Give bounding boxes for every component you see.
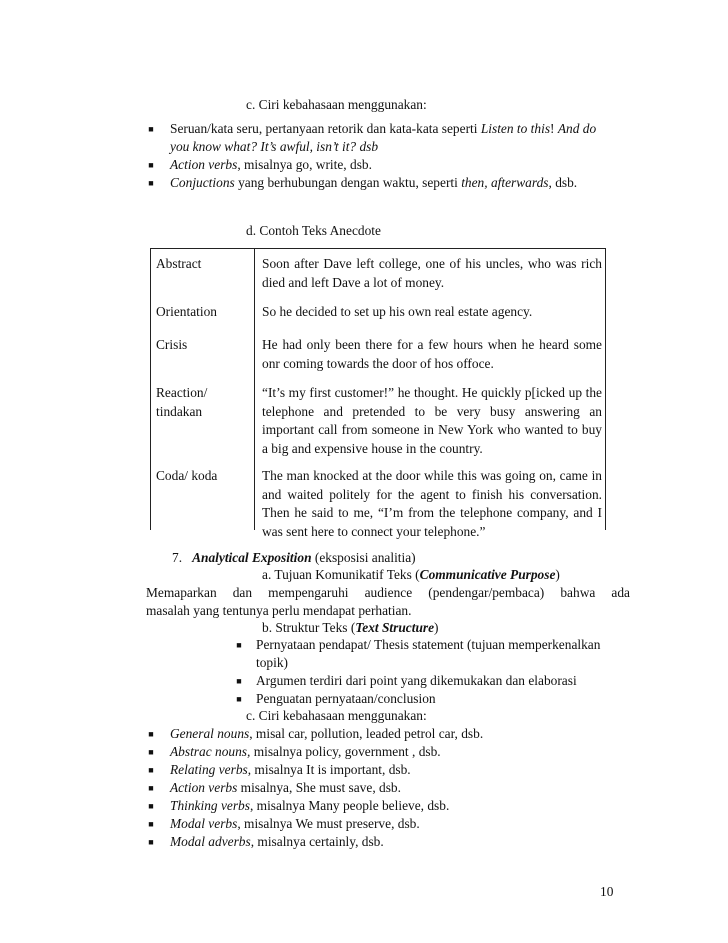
bullet-icon [146,174,156,192]
tujuan-text-line2: masalah yang tentunya perlu mendapat perhatian. [146,603,412,618]
page-number: 10 [600,884,614,899]
bullet-icon [146,797,156,815]
bullet-icon [146,156,156,174]
ciri-item-seruan: Seruan/kata seru, pertanyaan retorik dan kata-kata seperti Listen to this! And do [170,121,597,136]
ciri-item-conjunctions: Conjuctions yang berhubungan dengan waktu, seperti then, afterwards, dsb. [170,175,578,190]
struktur-item-thesis: Pernyataan pendapat/ Thesis statement (tujuan memperkenalkan [256,637,601,652]
table-text-reaction: “It’s my first customer!” he thought. He quickly p[icked up the telephone and pretended to be very busy answering an important call from someone in New York who wanted to buy a big and expensive house in the country. [262,385,602,456]
bullet-icon [146,779,156,797]
ciri-item-thinking-verbs: Thinking verbs, misalnya Many people believe, dsb. [170,798,450,813]
ciri-item-action-verbs-2: Action verbs misalnya, She must save, dsb. [170,780,401,795]
table-label-orientation: Orientation [156,304,217,319]
bullet-icon [146,761,156,779]
table-divider [254,248,255,530]
contoh-heading: d. Contoh Teks Anecdote [246,223,381,238]
tujuan-heading: a. Tujuan Komunikatif Teks (Communicative Purpose) [262,567,560,582]
bullet-icon [234,690,244,708]
ciri-item-seruan-cont: you know what? It’s awful, isn’t it? dsb [170,139,379,154]
struktur-item-argumen: Argumen terdiri dari point yang dikemukakan dan elaborasi [256,673,577,688]
ciri-item-action-verbs: Action verbs, misalnya go, write, dsb. [170,157,372,172]
bullet-icon [146,833,156,851]
ciri-heading: c. Ciri kebahasaan menggunakan: [246,97,427,112]
ciri-item-abstract-nouns: Abstrac nouns, misalnya policy, government , dsb. [170,744,441,759]
table-label-coda: Coda/ koda [156,468,218,483]
table-label-abstract: Abstract [156,256,202,271]
ciri-item-modal-adverbs: Modal adverbs, misalnya certainly, dsb. [170,834,384,849]
ciri-item-general-nouns: General nouns, misal car, pollution, leaded petrol car, dsb. [170,726,484,741]
ciri-heading-2: c. Ciri kebahasaan menggunakan: [246,708,427,723]
table-text-abstract: Soon after Dave left college, one of his uncles, who was rich died and left Dave a lot of money. [262,256,602,290]
struktur-heading: b. Struktur Teks (Text Structure) [262,620,439,635]
bullet-icon [146,743,156,761]
bullet-icon [234,672,244,690]
bullet-icon [146,815,156,833]
struktur-item-thesis-cont: topik) [256,655,288,670]
table-label-crisis: Crisis [156,337,188,352]
struktur-item-penguatan: Penguatan pernyataan/conclusion [256,691,436,706]
ciri-item-modal-verbs: Modal verbs, misalnya We must preserve, dsb. [170,816,420,831]
table-label-reaction: Reaction/ tindakan [156,385,208,419]
bullet-icon [146,725,156,743]
table-text-orientation: So he decided to set up his own real estate agency. [262,304,533,319]
table-text-coda: The man knocked at the door while this was going on, came in and waited politely for the agent to finish his conversation. Then he said to me, “I’m from the telephone company, and I was sent here to connect your telephone.” [262,468,602,539]
tujuan-text-line1: Memaparkan dan mempengaruhi audience (pendengar/pembaca) bahwa ada [146,585,630,600]
table-text-crisis: He had only been there for a few hours when he heard some onr coming towards the door of hos offoce. [262,337,602,371]
section-7-title: 7. Analytical Exposition (eksposisi analitia) [172,550,416,565]
bullet-icon [146,120,156,138]
ciri-item-relating-verbs: Relating verbs, misalnya It is important, dsb. [170,762,411,777]
bullet-icon [234,636,244,654]
